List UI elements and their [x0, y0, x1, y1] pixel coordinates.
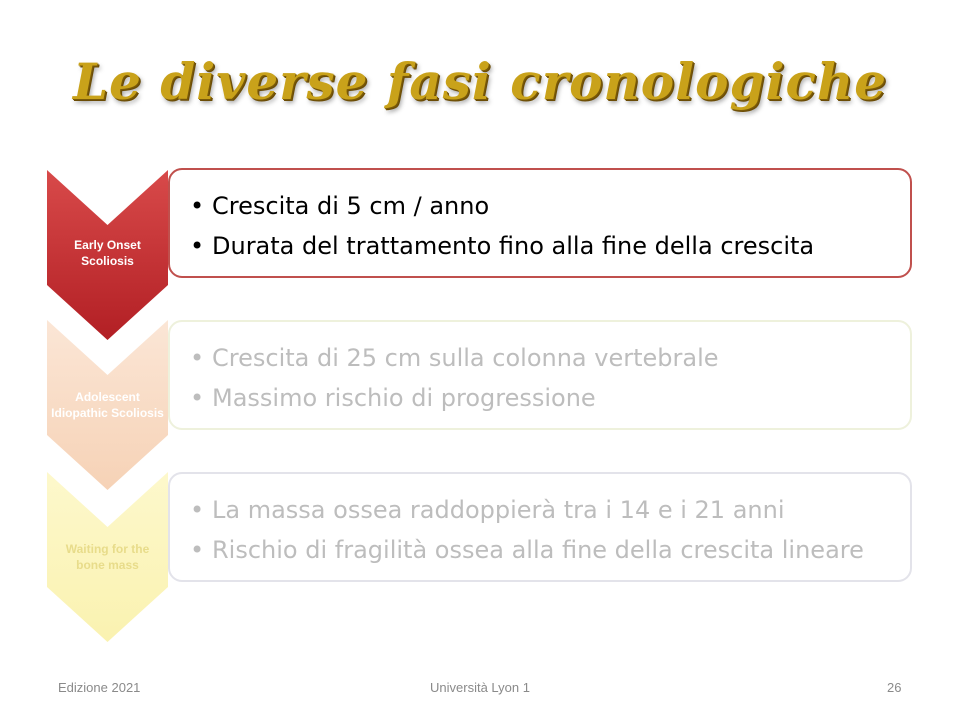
- footer-edition: Edizione 2021: [58, 680, 141, 695]
- page-number: 26: [887, 680, 902, 695]
- step-2-box: [168, 320, 912, 430]
- footer-university: Università Lyon 1: [430, 680, 530, 695]
- chevron-step-3: [47, 472, 168, 642]
- step-3-box: [168, 472, 912, 582]
- chevron-step-2: [47, 320, 168, 490]
- step-3-bullet-2: • Rischio di fragilità ossea alla fine della crescita lineare: [190, 530, 910, 570]
- step-1-bullet-1: • Crescita di 5 cm / anno: [190, 186, 910, 226]
- step-1-box: [168, 168, 912, 278]
- step-2-bullet-1: • Crescita di 25 cm sulla colonna vertebrale: [190, 338, 910, 378]
- slide-title: Le diverse fasi cronologiche: [72, 52, 888, 111]
- step-2-bullet-2: • Massimo rischio di progressione: [190, 378, 910, 418]
- chevron-step-1: [47, 170, 168, 340]
- step-2-label: Adolescent Idiopathic Scoliosis: [51, 390, 164, 420]
- step-3-label: Waiting for the bone mass: [65, 542, 150, 572]
- step-2-list: [170, 322, 910, 418]
- step-3-bullet-1: • La massa ossea raddoppierà tra i 14 e i 21 anni: [190, 490, 910, 530]
- step-1-bullet-2: • Durata del trattamento fino alla fine della crescita: [190, 226, 910, 266]
- step-1-list: [170, 170, 910, 266]
- step-1-label: Early Onset Scoliosis: [74, 238, 141, 268]
- step-3-list: [170, 474, 910, 570]
